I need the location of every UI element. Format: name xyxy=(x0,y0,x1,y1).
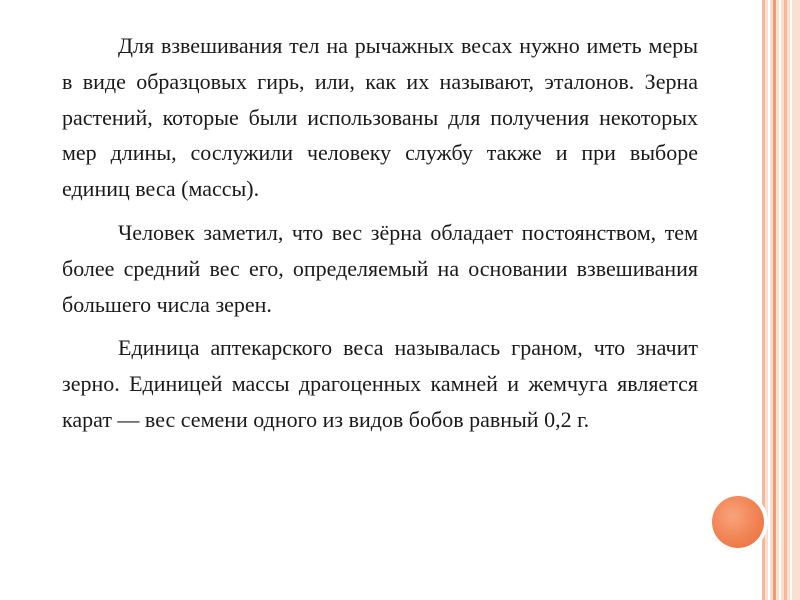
paragraph-1: Для взвешивания тел на рычажных весах нужно иметь меры в виде образцовых гирь, или, как их называют, эталонов. Зерна растений, которые были использованы для получения некоторых мер длины, сослужили человеку службу также и при выборе единиц веса (массы). xyxy=(62,33,698,202)
paragraph-2: Человек заметил, что вес зёрна обладает постоянством, тем более средний вес его, определяемый на основании взвешивания большего числа зерен. xyxy=(62,219,698,317)
decorative-stripe xyxy=(762,0,765,600)
decorative-circle xyxy=(712,496,764,548)
decorative-stripe xyxy=(784,0,787,600)
paragraph-3: Единица аптекарского веса называлась граном, что значит зерно. Единицей массы драгоценных камней и жемчуга является карат — вес семени одного из видов бобов равный 0,2 г. xyxy=(62,335,698,432)
decorative-stripe xyxy=(790,0,792,600)
decorative-stripe xyxy=(779,0,781,600)
decorative-stripe xyxy=(768,0,770,600)
slide-body xyxy=(62,28,698,446)
decorative-stripe xyxy=(773,0,776,600)
